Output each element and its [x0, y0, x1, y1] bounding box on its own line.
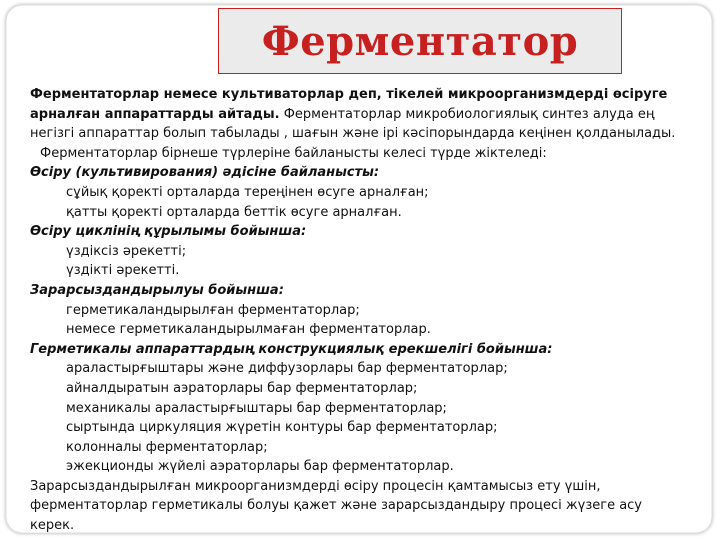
intro-bold-2: арналған аппараттарды айтады.	[30, 106, 280, 122]
list-item: араластырғыштары және диффузорлары бар ферментаторлар;	[66, 361, 508, 377]
list-item: механикалы араластырғыштары бар ферментаторлар;	[66, 400, 447, 416]
intro-line-2	[30, 105, 714, 125]
section-heading-construction: Герметикалы аппараттардың конструкциялық ерекшелігі бойынша:	[30, 341, 553, 357]
slide-title: Ферментатор	[261, 17, 579, 65]
list-item: үздіксіз әрекетті;	[66, 243, 187, 259]
list-item: колонналы ферментаторлар;	[66, 439, 268, 455]
slide-content	[30, 85, 714, 536]
list-item: үздікті әрекетті.	[66, 263, 180, 279]
intro-line-3: негізгі аппараттар болып табылады , шағын және ірі кәсіпорындарда кеңінен қолданылады.	[30, 126, 676, 142]
slide-frame	[6, 5, 712, 533]
section-heading-sterilization: Зарарсыздандырылуы бойынша:	[30, 282, 284, 298]
conclusion-line-1: Зарарсыздандырылған микроорганизмдерді өсіру процесін қамтамысыз ету үшін,	[30, 478, 601, 494]
list-item: герметикаландырылған ферментаторлар;	[66, 302, 360, 318]
intro-line-2-rest: Ферментаторлар микробиологиялық синтез алуда ең	[279, 106, 655, 122]
intro-bold-1: Ферментаторлар немесе культиваторлар деп, тікелей микроорганизмдерді өсіруге	[30, 87, 668, 102]
list-item: айналдыратын аэраторлары бар ферментаторлар;	[66, 380, 418, 396]
intro-line-1	[30, 85, 714, 105]
intro-line-4: Ферментаторлар бірнеше түрлеріне байланысты келесі түрде жіктеледі:	[40, 145, 547, 161]
list-item: эжекционды жүйелі аэраторлары бар ферментаторлар.	[66, 459, 454, 475]
list-item: сыртында циркуляция жүретін контуры бар ферментаторлар;	[66, 420, 498, 436]
conclusion-line-2: ферментаторлар герметикалы болуы қажет және зарарсыздандыру процесі жүзеге асу	[30, 498, 643, 514]
list-item: сұйық қоректі орталарда тереңінен өсуге арналған;	[66, 184, 429, 200]
conclusion-line-3: керек.	[30, 518, 75, 534]
list-item: немесе герметикаландырылмаған ферментаторлар.	[66, 322, 431, 338]
list-item: қатты қоректі орталарда беттік өсуге арналған.	[66, 204, 402, 220]
section-heading-method: Өсіру (культивирования) әдісіне байланысты:	[30, 165, 380, 181]
section-heading-cycle: Өсіру циклінің құрылымы бойынша:	[30, 224, 307, 240]
title-box	[218, 8, 622, 74]
